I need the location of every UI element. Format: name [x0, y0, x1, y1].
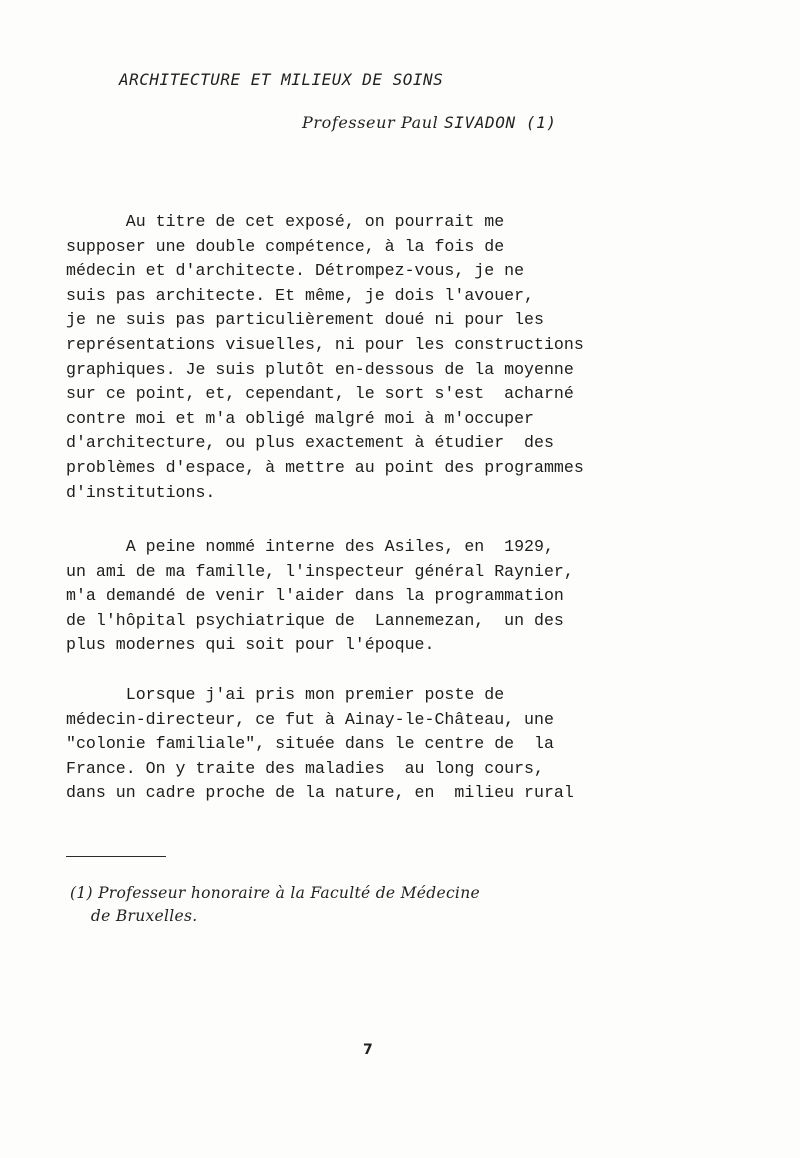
footnote: [70, 882, 480, 928]
paragraph-line: Lorsque j'ai pris mon premier poste de: [66, 685, 505, 704]
footnote-line: (1) Professeur honoraire à la Faculté de Médecine: [70, 884, 480, 902]
paragraph-line: représentations visuelles, ni pour les constructions: [66, 334, 584, 354]
paragraph-line: plus modernes qui soit pour l'époque.: [66, 635, 435, 655]
paragraph-line: d'institutions.: [66, 482, 216, 502]
footnote-separator: [66, 856, 166, 857]
footnote-line: de Bruxelles.: [70, 907, 198, 925]
paragraph-line: France. On y traite des maladies au long cours,: [66, 758, 544, 778]
paragraph-line: de l'hôpital psychiatrique de Lannemezan, un des: [66, 610, 564, 630]
document-title: ARCHITECTURE ET MILIEUX DE SOINS: [119, 70, 444, 89]
paragraph-1: [66, 210, 596, 505]
paragraph-line: d'architecture, ou plus exactement à étudier des: [66, 433, 554, 453]
paragraph-line: contre moi et m'a obligé malgré moi à m'occuper: [66, 408, 535, 428]
paragraph-line: médecin-directeur, ce fut à Ainay-le-Château, une: [66, 709, 554, 729]
paragraph-line: supposer une double compétence, à la fois de: [66, 236, 505, 256]
paragraph-2: [66, 535, 596, 658]
paragraph-line: problèmes d'espace, à mettre au point des programmes: [66, 457, 584, 477]
paragraph-3: [66, 683, 596, 806]
paragraph-line: sur ce point, et, cependant, le sort s'est acharné: [66, 384, 574, 404]
paragraph-line: graphiques. Je suis plutôt en-dessous de la moyenne: [66, 359, 574, 379]
paragraph-line: je ne suis pas particulièrement doué ni pour les: [66, 310, 544, 330]
paragraph-line: A peine nommé interne des Asiles, en 1929,: [66, 537, 554, 556]
paragraph-line: un ami de ma famille, l'inspecteur général Raynier,: [66, 561, 574, 581]
author-line: [302, 113, 557, 132]
paragraph-line: médecin et d'architecte. Détrompez-vous, je ne: [66, 261, 525, 281]
author-prefix: Professeur Paul: [302, 113, 439, 132]
page-number: 7: [363, 1042, 373, 1058]
paragraph-line: m'a demandé de venir l'aider dans la programmation: [66, 586, 564, 606]
author-name: SIVADON (1): [444, 113, 557, 132]
paragraph-line: "colonie familiale", située dans le centre de la: [66, 734, 554, 754]
paragraph-line: dans un cadre proche de la nature, en milieu rural: [66, 783, 574, 803]
paragraph-line: suis pas architecte. Et même, je dois l'avouer,: [66, 285, 535, 305]
paragraph-line: Au titre de cet exposé, on pourrait me: [66, 212, 505, 231]
